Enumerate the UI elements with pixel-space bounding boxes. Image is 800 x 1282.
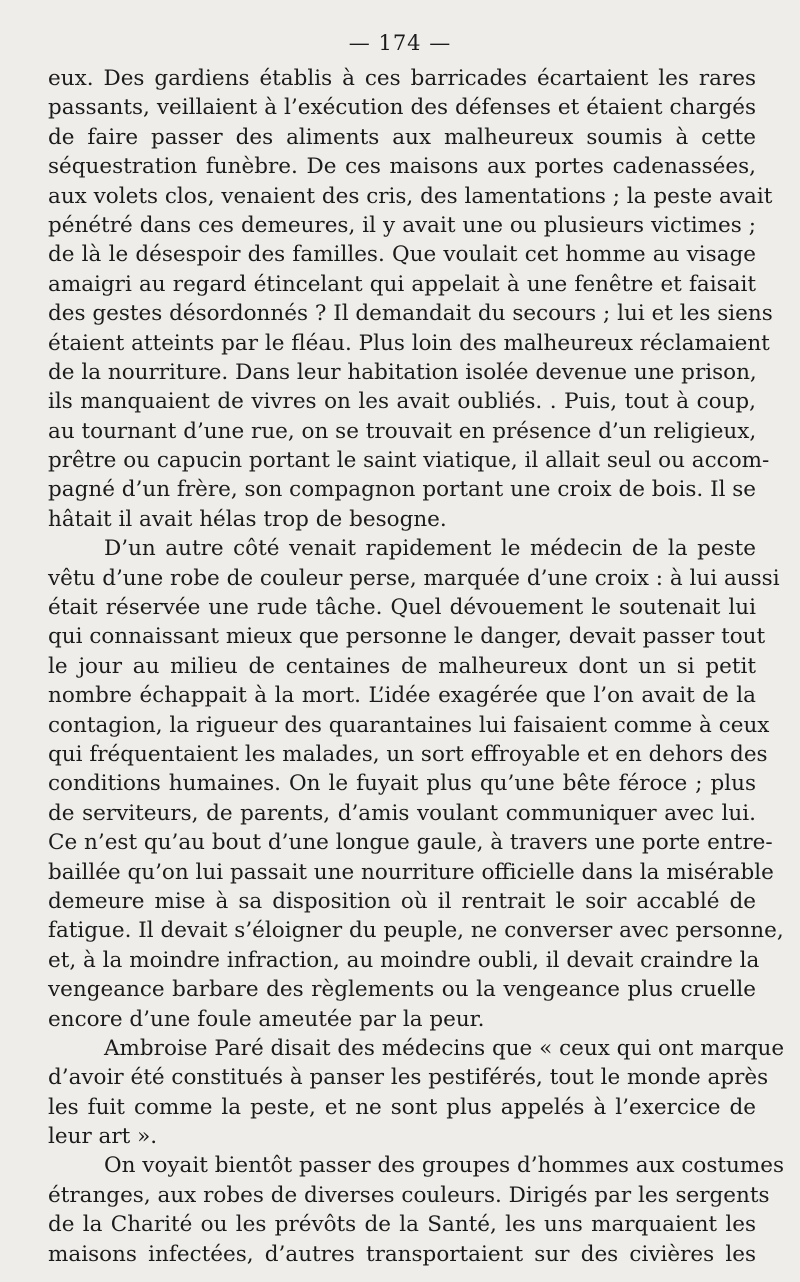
text-line: qui fréquentaient les malades, un sort effroyable et en dehors des: [48, 741, 768, 767]
text-line: de la nourriture. Dans leur habitation isolée devenue une prison,: [48, 359, 757, 385]
text-line: baillée qu’on lui passait une nourriture officielle dans la misérable: [48, 859, 774, 885]
text-line: D’un autre côté venait rapidement le médecin de la peste: [104, 536, 756, 562]
text-line: séquestration funèbre. De ces maisons aux portes cadenassées,: [48, 154, 756, 180]
text-line: au tournant d’une rue, on se trouvait en présence d’un religieux,: [48, 418, 757, 444]
text-line: le jour au milieu de centaines de malheureux dont un si petit: [48, 653, 756, 679]
text-line: des gestes désordonnés ? Il demandait du secours ; lui et les siens: [48, 301, 773, 327]
text-line: demeure mise à sa disposition où il rentrait le soir accablé de: [48, 888, 756, 914]
text-line: ils manquaient de vivres on les avait oubliés. . Puis, tout à coup,: [48, 389, 756, 415]
paragraph: [48, 1034, 785, 1152]
page-number: — 174 —: [348, 31, 452, 55]
text-line: aux volets clos, venaient des cris, des lamentations ; la peste avait: [48, 183, 773, 209]
text-line: de faire passer des aliments aux malheureux soumis à cette: [48, 124, 756, 150]
body-text: [48, 64, 785, 1269]
text-line: d’avoir été constitués à panser les pestiférés, tout le monde après: [48, 1065, 769, 1091]
text-line: Ce n’est qu’au bout d’une longue gaule, à travers une porte entre-: [48, 830, 773, 856]
text-line: étranges, aux robes de diverses couleurs. Dirigés par les sergents: [48, 1182, 770, 1208]
text-line: leur art ».: [48, 1124, 158, 1150]
text-line: passants, veillaient à l’exécution des défenses et étaient chargés: [48, 95, 756, 121]
paragraph: [48, 1151, 785, 1269]
text-line: hâtait il avait hélas trop de besogne.: [48, 506, 447, 532]
text-line: pénétré dans ces demeures, il y avait une ou plusieurs victimes ;: [48, 212, 756, 238]
text-line: On voyait bientôt passer des groupes d’hommes aux costumes: [104, 1153, 785, 1179]
text-line: était réservée une rude tâche. Quel dévouement le soutenait lui: [48, 595, 756, 621]
text-line: maisons infectées, d’autres transportaient sur des civières les: [48, 1241, 756, 1267]
text-line: de là le désespoir des familles. Que voulait cet homme au visage: [48, 242, 756, 268]
paragraph: [48, 64, 773, 534]
text-line: les fuit comme la peste, et ne sont plus appelés à l’exercice de: [48, 1094, 756, 1120]
text-line: étaient atteints par le fléau. Plus loin des malheureux réclamaient: [48, 330, 770, 356]
text-line: conditions humaines. On le fuyait plus qu’une bête féroce ; plus: [48, 771, 756, 797]
text-line: de serviteurs, de parents, d’amis voulant communiquer avec lui.: [48, 800, 756, 826]
text-line: de la Charité ou les prévôts de la Santé, les uns marquaient les: [48, 1212, 756, 1238]
text-line: eux. Des gardiens établis à ces barricades écartaient les rares: [48, 66, 756, 91]
text-line: prêtre ou capucin portant le saint viatique, il allait seul ou accom-: [48, 448, 770, 474]
text-line: et, à la moindre infraction, au moindre oubli, il devait craindre la: [48, 947, 760, 973]
text-line: qui connaissant mieux que personne le danger, devait passer tout: [48, 624, 766, 650]
text-line: pagné d’un frère, son compagnon portant une croix de bois. Il se: [48, 477, 757, 503]
text-line: encore d’une foule ameutée par la peur.: [48, 1006, 485, 1032]
text-line: Ambroise Paré disait des médecins que « ceux qui ont marque: [104, 1035, 785, 1061]
text-line: nombre échappait à la mort. L’idée exagérée que l’on avait de la: [48, 683, 756, 709]
text-line: fatigue. Il devait s’éloigner du peuple, ne converser avec personne,: [48, 918, 784, 944]
paragraph: [48, 534, 784, 1034]
text-line: contagion, la rigueur des quarantaines lui faisaient comme à ceux: [48, 712, 770, 738]
text-line: vengeance barbare des règlements ou la vengeance plus cruelle: [48, 977, 756, 1003]
text-line: amaigri au regard étincelant qui appelait à une fenêtre et faisait: [48, 271, 756, 297]
text-line: vêtu d’une robe de couleur perse, marquée d’une croix : à lui aussi: [48, 565, 780, 591]
